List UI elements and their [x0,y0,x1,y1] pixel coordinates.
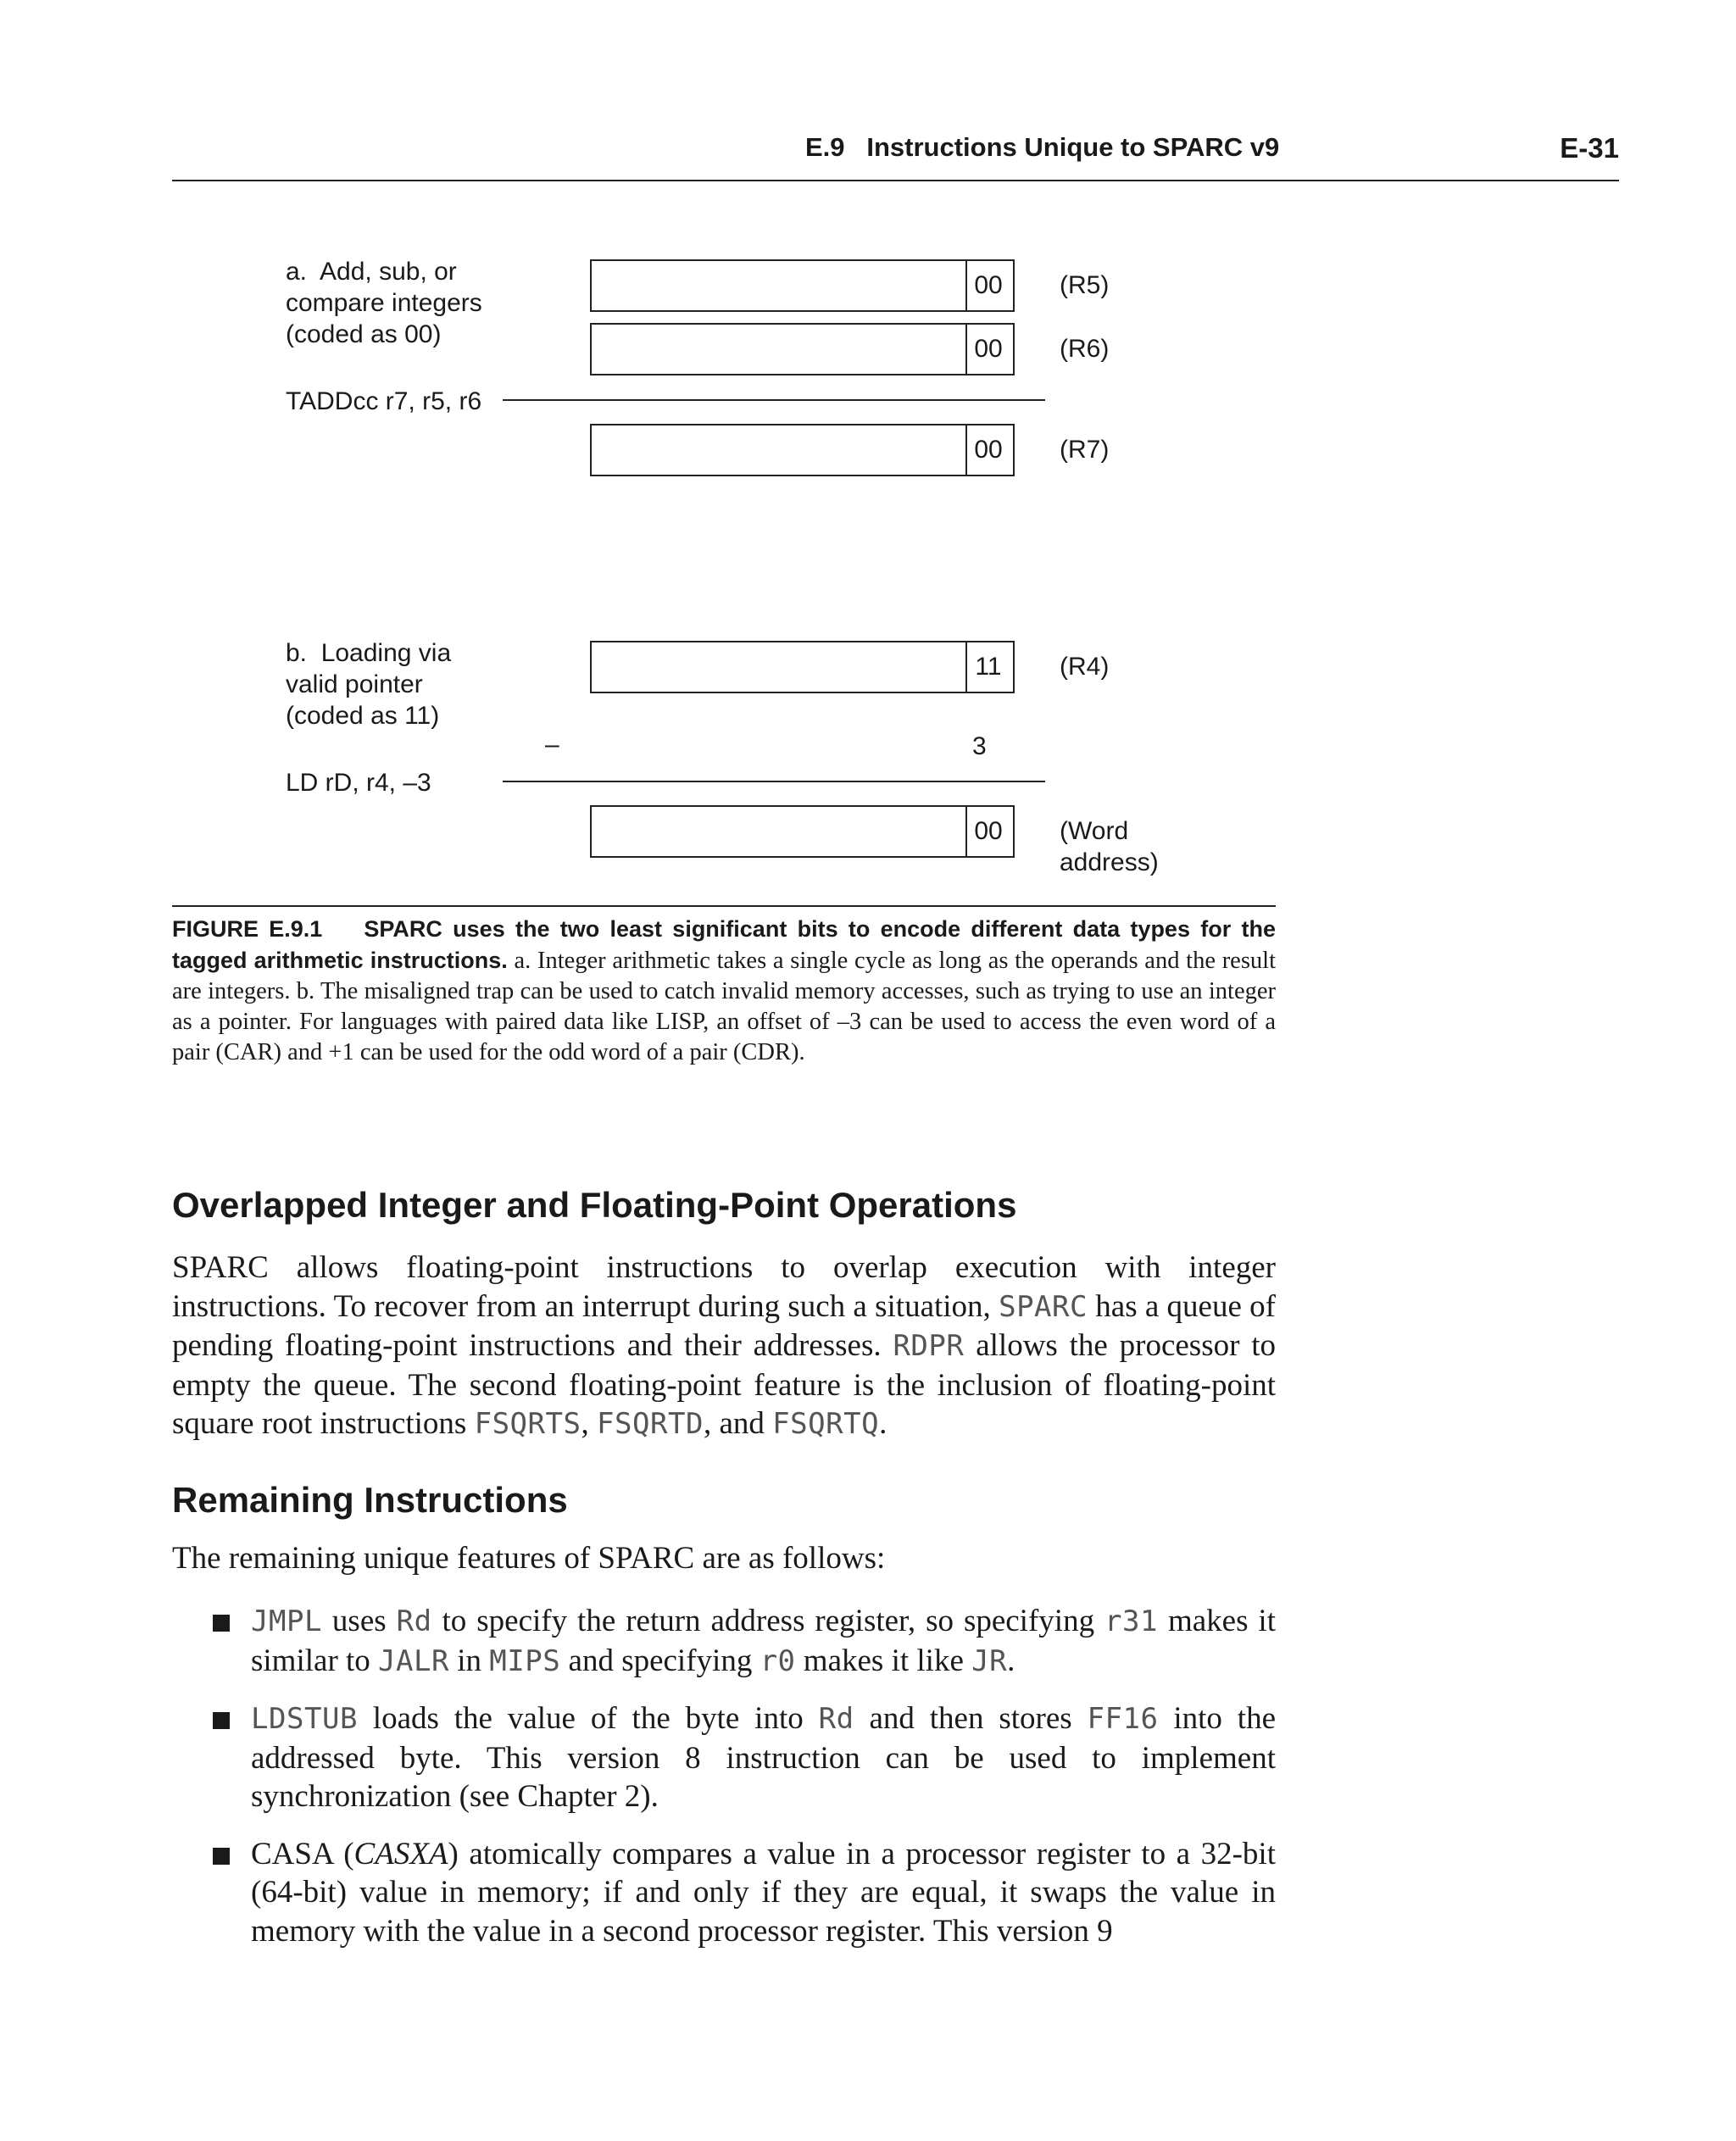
part-b-label-line: b. Loading via [286,639,452,667]
part-a-label-line: a. Add, sub, or [286,258,457,286]
register-r5-tag: 00 [964,259,1015,312]
italic-run: CASXA [353,1836,448,1871]
text-run: makes it similar to [251,1604,1276,1678]
text-run: loads the value of the byte into [357,1701,819,1736]
text-run: uses [321,1604,397,1638]
register-r5-box [590,259,967,312]
code-run: r31 [1104,1604,1158,1638]
register-r7-tag: 00 [964,424,1015,476]
code-run: FSQRTQ [772,1407,880,1441]
header-rule [172,180,1619,181]
register-r4-tag: 11 [964,641,1015,693]
part-b-label-line: (coded as 11) [286,702,440,730]
code-run: JR [971,1643,1008,1678]
word-address-name-line: (Word [1060,817,1129,845]
register-r7-name: (R7) [1060,436,1110,464]
part-a-label [286,256,482,350]
list-item [172,1835,1276,1951]
code-run: FF16 [1087,1702,1159,1736]
code-run: r0 [760,1643,796,1678]
text-run: makes it like [795,1643,972,1678]
text-run: allows the processor to empty the queue. The second floating-point feature is the inclusion of floating-point square root instructions [172,1328,1276,1441]
part-a-label-line: compare integers [286,289,482,317]
word-address-name [1060,815,1159,878]
subtract-operator: – [545,731,559,759]
code-run: Rd [818,1702,854,1736]
part-b-label-line: valid pointer [286,670,423,698]
register-r6-tag: 00 [964,323,1015,375]
register-r4-box [590,641,967,693]
section-heading-overlapped: Overlapped Integer and Floating-Point Operations [172,1185,1017,1225]
text-run: and then stores [854,1701,1088,1736]
register-r6-box [590,323,967,375]
register-r6-name: (R6) [1060,335,1110,363]
caption-label: FIGURE E.9.1 [172,916,323,942]
text-run: ) atomically compares a value in a processor register to a 32-bit (64-bit) value in memory; if and only if they are equal, it swaps the value in memory with the value in a second processor register. This version 9 [251,1836,1276,1949]
text-run: to specify the return address register, so specifying [431,1604,1105,1638]
running-header-title: E.9 Instructions Unique to SPARC v9 [805,132,1280,162]
word-address-name-line: address) [1060,848,1159,876]
bullet-square-icon [213,1712,230,1729]
list-item [172,1602,1276,1681]
register-r7-box [590,424,967,476]
text-run: has a queue of pending floating-point instructions and their addresses. [172,1288,1276,1363]
bullet-list [172,1602,1276,1969]
text-run: , and [703,1406,773,1441]
code-run: Rd [396,1604,432,1638]
part-a-operation-line [503,399,1045,401]
part-b-instruction: LD rD, r4, –3 [286,769,431,797]
text-run: , [581,1406,598,1441]
code-run: MIPS [489,1643,561,1678]
text-run: into the addressed byte. This version 8 instruction can be used to implement synchronization (see Chapter 2). [251,1701,1277,1814]
figure-caption [172,914,1276,1068]
paragraph-remaining-intro: The remaining unique features of SPARC are as follows: [172,1541,886,1576]
word-address-box [590,805,967,858]
part-b-label [286,637,451,731]
text-run: . [879,1406,887,1441]
code-run: JALR [378,1643,450,1678]
bullet-square-icon [213,1615,230,1632]
caption-rule [172,905,1276,907]
text-run: . [1007,1643,1015,1678]
code-run: SPARC [999,1289,1088,1324]
text-run: and specifying [560,1643,760,1678]
page-number: E-31 [1560,132,1619,164]
code-run: RDPR [893,1329,965,1363]
register-r5-name: (R5) [1060,271,1110,299]
code-run: FSQRTD [597,1407,704,1441]
section-heading-remaining: Remaining Instructions [172,1480,568,1520]
register-r4-name: (R4) [1060,653,1110,681]
offset-value: 3 [972,732,987,760]
list-item [172,1699,1276,1816]
caption-body: a. Integer arithmetic takes a single cycle as long as the operands and the result are integers. b. The misaligned trap can be used to catch invalid memory accesses, such as trying to use an integer as a pointer. For languages with paired data like LISP, an offset of –3 can be used to access the even word of a pair (CAR) and +1 can be used for the odd word of a pair (CDR). [172,948,1277,1065]
code-run: FSQRTS [474,1407,581,1441]
part-a-label-line: (coded as 00) [286,320,442,348]
text-run: SPARC allows floating-point instructions to overlap execution with integer instructions. To recover from an interrupt during such a situation, [172,1250,1276,1324]
caption-title: SPARC uses the two least significant bits to encode different data types for the tagged arithmetic instructions. [172,916,1276,973]
code-run: JMPL [251,1604,322,1638]
bullet-square-icon [213,1848,230,1865]
text-run: CASA ( [251,1836,354,1871]
part-b-operation-line [503,781,1045,782]
code-run: LDSTUB [251,1702,358,1736]
text-run: in [449,1643,490,1678]
part-a-instruction: TADDcc r7, r5, r6 [286,387,482,415]
word-address-tag: 00 [964,805,1015,858]
paragraph-overlapped [172,1248,1276,1444]
